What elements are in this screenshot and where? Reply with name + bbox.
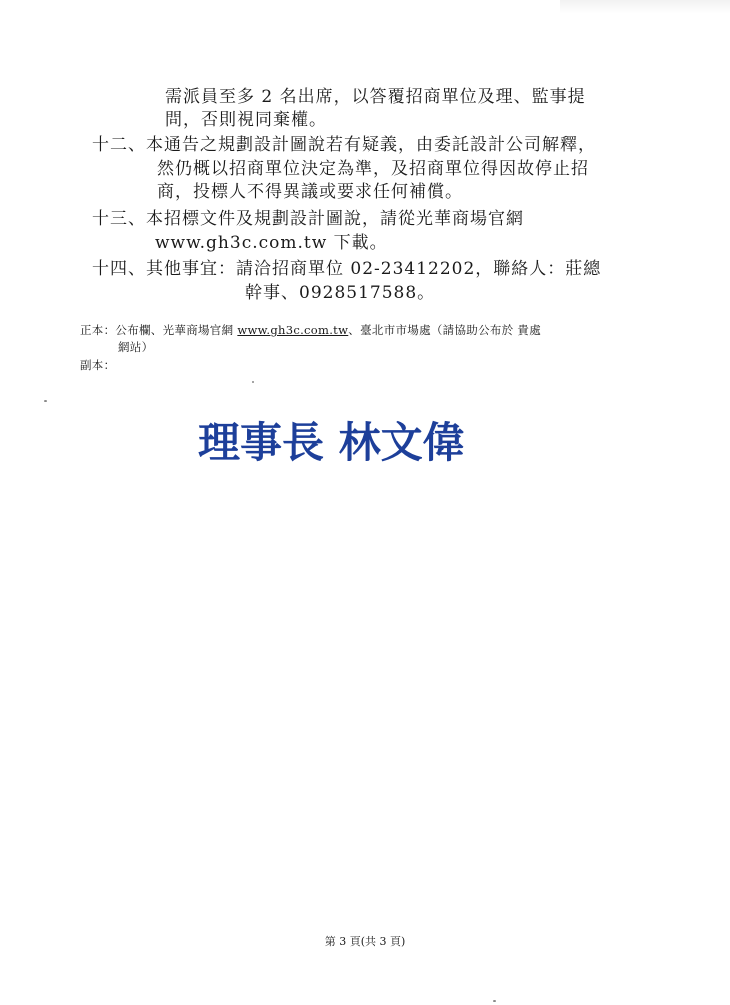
scan-shadow bbox=[560, 0, 730, 14]
distribution-original bbox=[80, 322, 541, 338]
chairman-signature bbox=[190, 385, 550, 495]
distribution-copy: 副本： bbox=[80, 358, 116, 372]
item-11-continuation-line-1: 需派員至多 2 名出席，以答覆招商單位及理、監事提 bbox=[165, 87, 586, 107]
item-14-line-2: 幹事、0928517588。 bbox=[245, 283, 436, 303]
distribution-original-suffix: 、臺北市市場處（請協助公布於 貴處 bbox=[348, 323, 542, 337]
scan-speck bbox=[252, 381, 254, 383]
item-12-line-1: 十二、本通告之規劃設計圖說若有疑義，由委託設計公司解釋， bbox=[92, 135, 596, 155]
signature-text: 理事長 林文偉 bbox=[198, 418, 465, 467]
item-13-line-1: 十三、本招標文件及規劃設計圖說，請從光華商場官網 bbox=[92, 209, 524, 229]
item-14-line-1: 十四、其他事宜：請洽招商單位 02-23412202，聯絡人：莊總 bbox=[92, 259, 602, 279]
website-link[interactable]: www.gh3c.com.tw bbox=[237, 323, 349, 337]
distribution-original-continuation: 網站） bbox=[118, 340, 154, 354]
distribution-original-prefix: 正本：公布欄、光華商場官網 bbox=[80, 323, 238, 337]
item-12-line-2: 然仍概以招商單位決定為準，及招商單位得因故停止招 bbox=[157, 159, 589, 179]
page-number: 第 3 頁(共 3 頁) bbox=[324, 935, 406, 948]
item-13-line-2: www.gh3c.com.tw 下載。 bbox=[155, 233, 388, 253]
scan-speck bbox=[44, 400, 47, 402]
item-12-line-3: 商，投標人不得異議或要求任何補償。 bbox=[157, 182, 463, 202]
scan-speck bbox=[493, 1000, 496, 1002]
item-11-continuation-line-2: 問，否則視同棄權。 bbox=[165, 110, 327, 130]
